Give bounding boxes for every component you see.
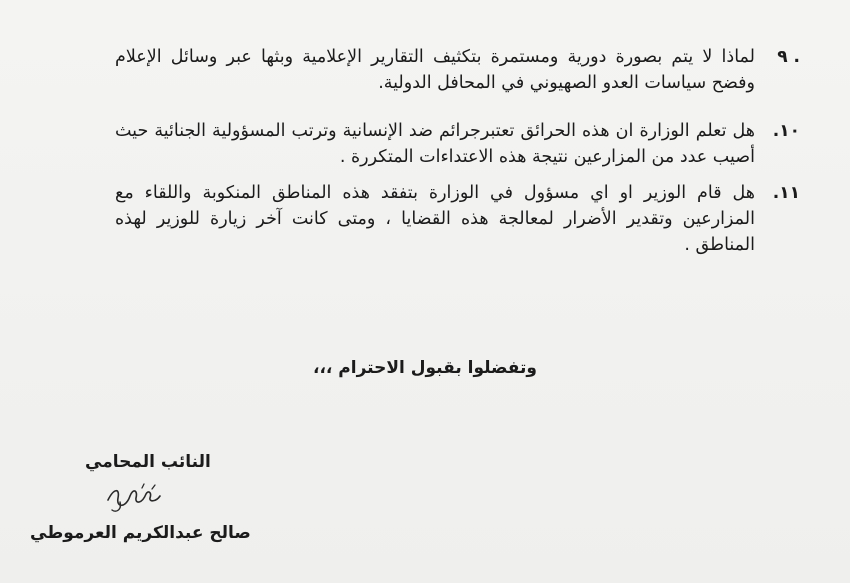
question-text: لماذا لا يتم بصورة دورية ومستمرة بتكثيف التقارير الإعلامية وبثها عبر وسائل الإعلام وفضح سياسات العدو الصهيوني في المحافل الدولية. [115, 47, 755, 93]
question-number: ٩ . [777, 47, 800, 67]
question-number: .١١ [772, 183, 800, 203]
handwritten-signature [100, 480, 170, 520]
signature-icon [100, 480, 170, 516]
signatory-title: النائب المحامي [85, 452, 211, 472]
question-number: .١٠ [772, 121, 800, 141]
question-text: هل تعلم الوزارة ان هذه الحرائق تعتبرجرائم ضد الإنسانية وترتب المسؤولية الجنائية حيث أصيب عدد من المزارعين نتيجة هذه الاعتداءات المتكررة . [115, 121, 755, 167]
question-9 [115, 44, 800, 96]
question-11 [115, 180, 800, 258]
question-text: هل قام الوزير او اي مسؤول في الوزارة بتفقد هذه المناطق المنكوبة واللقاء مع المزارعين وتقدير الأضرار لمعالجة هذه القضايا ، ومتى كانت آخر زيارة للوزير لهذه المناطق . [115, 183, 755, 255]
closing-line: وتفضلوا بقبول الاحترام ،،، [313, 358, 537, 378]
signatory-name: صالح عبدالكريم العرموطي [30, 523, 251, 543]
question-10 [115, 118, 800, 170]
